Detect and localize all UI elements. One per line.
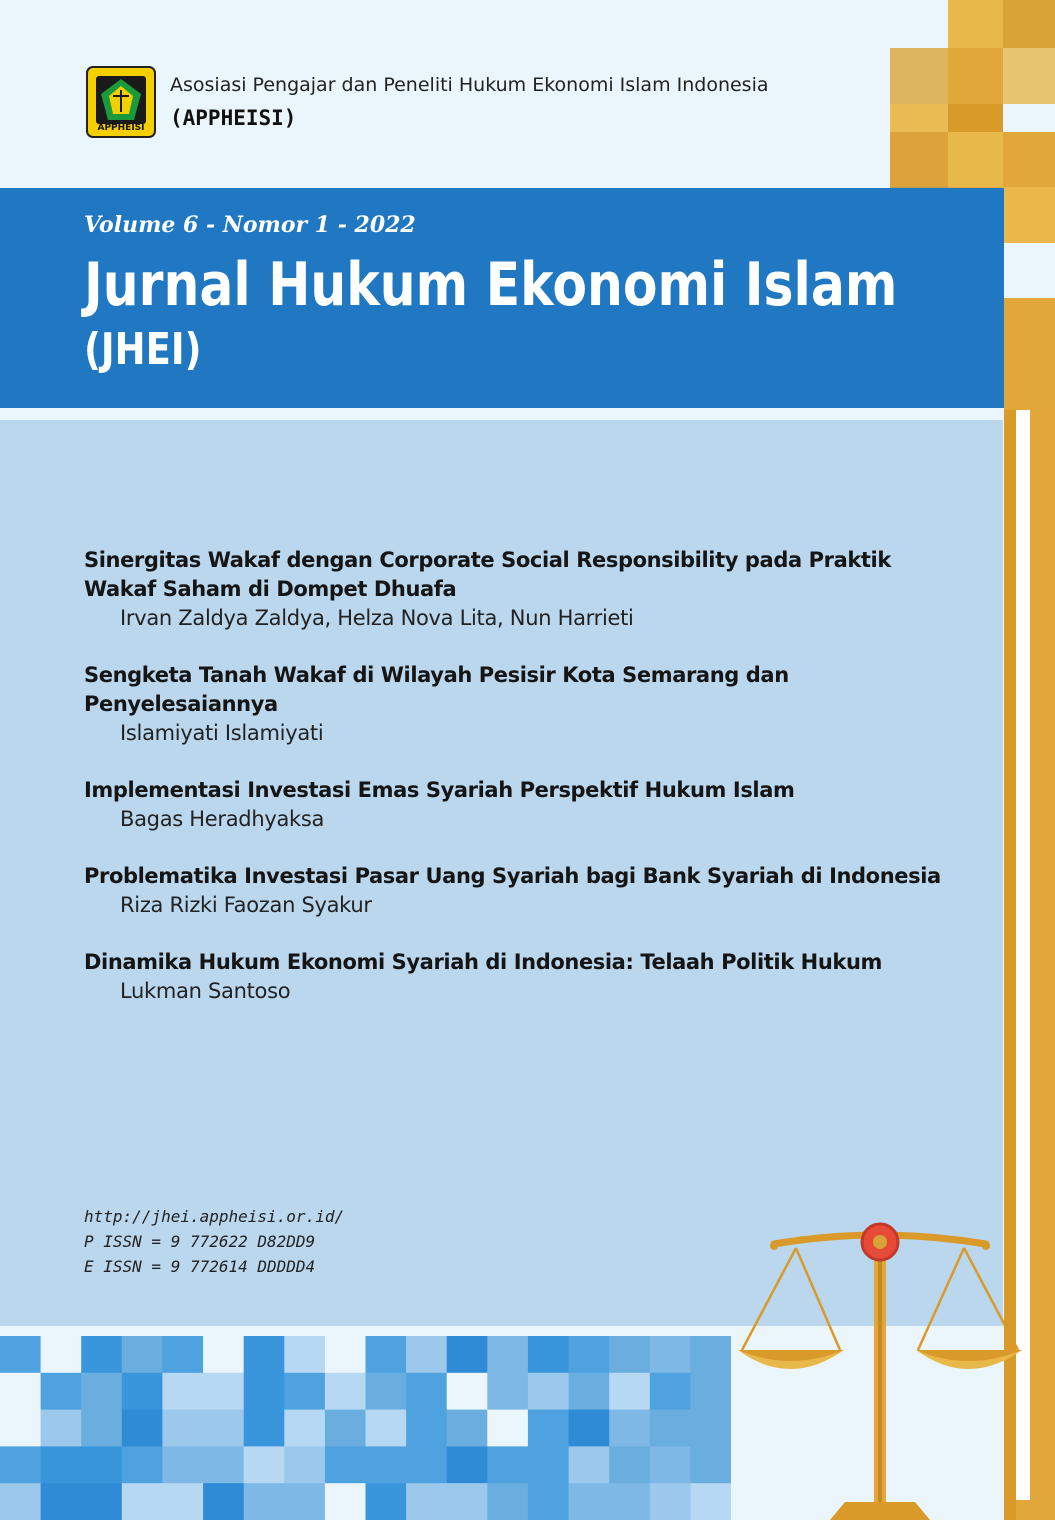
mosaic-cell (81, 1446, 122, 1483)
mosaic-cell (690, 1373, 731, 1410)
mosaic-cell (406, 1336, 447, 1373)
journal-url[interactable]: http://jhei.appheisi.or.id/ (84, 1207, 345, 1226)
article-authors: Bagas Heradhyaksa (120, 807, 325, 831)
mosaic-cell (487, 1410, 528, 1447)
mosaic-cell (0, 1336, 41, 1373)
journal-info (84, 1204, 344, 1279)
journal-title: Jurnal Hukum Ekonomi Islam (84, 250, 898, 320)
mosaic-cell (41, 1446, 82, 1483)
mosaic-cell (41, 1336, 82, 1373)
mosaic-cell (122, 1446, 163, 1483)
mosaic-cell (650, 1336, 691, 1373)
mosaic-cell (325, 1410, 366, 1447)
mosaic-cell (203, 1446, 244, 1483)
mosaic-cell (284, 1483, 325, 1520)
organization-name: Asosiasi Pengajar dan Peneliti Hukum Ekonomi Islam Indonesia (170, 74, 769, 96)
mosaic-cell (81, 1410, 122, 1447)
article-list (84, 546, 964, 1034)
mosaic-cell (244, 1446, 285, 1483)
article-entry (84, 661, 964, 748)
mosaic-cell (162, 1483, 203, 1520)
mosaic-cell (325, 1373, 366, 1410)
mosaic-cell (284, 1373, 325, 1410)
mosaic-cell (609, 1373, 650, 1410)
electronic-issn: E ISSN = 9 772614 DDDDD4 (84, 1257, 316, 1276)
mosaic-cell (81, 1373, 122, 1410)
mosaic-cell (162, 1373, 203, 1410)
mosaic-cell (487, 1483, 528, 1520)
mosaic-cell (528, 1446, 569, 1483)
mosaic-cell (122, 1336, 163, 1373)
mosaic-cell (284, 1410, 325, 1447)
mosaic-cell (406, 1483, 447, 1520)
mosaic-cell (203, 1410, 244, 1447)
mosaic-cell (406, 1446, 447, 1483)
mosaic-cell (122, 1483, 163, 1520)
mosaic-cell (569, 1410, 610, 1447)
journal-abbreviation: (JHEI) (84, 324, 202, 375)
mosaic-cell (244, 1336, 285, 1373)
mosaic-cell (569, 1446, 610, 1483)
mosaic-cell (325, 1336, 366, 1373)
mosaic-cell (0, 1446, 41, 1483)
mosaic-cell (609, 1410, 650, 1447)
mosaic-cell (650, 1373, 691, 1410)
article-entry (84, 948, 964, 1006)
mosaic-cell (609, 1336, 650, 1373)
mosaic-cell (447, 1483, 488, 1520)
mosaic-cell (366, 1410, 407, 1447)
mosaic-cell (528, 1336, 569, 1373)
mosaic-cell (487, 1336, 528, 1373)
article-title: Sengketa Tanah Wakaf di Wilayah Pesisir Kota Semarang dan Penyelesaiannya (84, 663, 789, 716)
mosaic-cell (366, 1446, 407, 1483)
mosaic-cell (569, 1373, 610, 1410)
mosaic-cell (366, 1336, 407, 1373)
mosaic-cell (487, 1446, 528, 1483)
mosaic-cell (244, 1373, 285, 1410)
blue-pixel-mosaic (0, 1336, 731, 1520)
mosaic-cell (406, 1410, 447, 1447)
mosaic-cell (447, 1446, 488, 1483)
article-authors: Islamiyati Islamiyati (120, 721, 324, 745)
article-title: Problematika Investasi Pasar Uang Syariah bagi Bank Syariah di Indonesia (84, 864, 941, 888)
mosaic-cell (690, 1410, 731, 1447)
organization-abbreviation: (APPHEISI) (170, 106, 297, 130)
article-entry (84, 862, 964, 920)
mosaic-cell (325, 1483, 366, 1520)
mosaic-cell (41, 1410, 82, 1447)
mosaic-cell (366, 1373, 407, 1410)
mosaic-cell (0, 1410, 41, 1447)
mosaic-cell (41, 1483, 82, 1520)
article-title: Dinamika Hukum Ekonomi Syariah di Indonesia: Telaah Politik Hukum (84, 950, 882, 974)
mosaic-cell (0, 1483, 41, 1520)
balance-scale-illustration (730, 1212, 1030, 1520)
mosaic-cell (81, 1483, 122, 1520)
mosaic-cell (528, 1483, 569, 1520)
article-title: Implementasi Investasi Emas Syariah Perspektif Hukum Islam (84, 778, 795, 802)
mosaic-cell (569, 1336, 610, 1373)
logo-text: APPHEISI (97, 123, 145, 133)
mosaic-cell (325, 1446, 366, 1483)
mosaic-cell (41, 1373, 82, 1410)
mosaic-cell (162, 1446, 203, 1483)
mosaic-cell (650, 1483, 691, 1520)
mosaic-cell (528, 1410, 569, 1447)
article-entry (84, 776, 964, 834)
mosaic-cell (122, 1410, 163, 1447)
mosaic-cell (244, 1410, 285, 1447)
mosaic-cell (162, 1336, 203, 1373)
mosaic-cell (650, 1446, 691, 1483)
mosaic-cell (609, 1446, 650, 1483)
mosaic-cell (203, 1336, 244, 1373)
mosaic-cell (447, 1373, 488, 1410)
mosaic-cell (0, 1373, 41, 1410)
mosaic-cell (650, 1410, 691, 1447)
mosaic-cell (203, 1483, 244, 1520)
mosaic-cell (284, 1446, 325, 1483)
mosaic-cell (366, 1483, 407, 1520)
mosaic-cell (203, 1373, 244, 1410)
article-entry (84, 546, 964, 633)
mosaic-cell (447, 1336, 488, 1373)
mosaic-cell (609, 1483, 650, 1520)
volume-issue-line: Volume 6 - Nomor 1 - 2022 (84, 212, 416, 238)
mosaic-cell (244, 1483, 285, 1520)
mosaic-cell (447, 1410, 488, 1447)
mosaic-cell (690, 1336, 731, 1373)
article-title: Sinergitas Wakaf dengan Corporate Social Responsibility pada Praktik Wakaf Saham di Dompet Dhuafa (84, 548, 891, 601)
mosaic-cell (569, 1483, 610, 1520)
mosaic-cell (487, 1373, 528, 1410)
article-authors: Lukman Santoso (120, 979, 291, 1003)
mosaic-cell (406, 1373, 447, 1410)
print-issn: P ISSN = 9 772622 D82DD9 (84, 1232, 316, 1251)
mosaic-cell (690, 1483, 731, 1520)
mosaic-cell (528, 1373, 569, 1410)
mosaic-cell (122, 1373, 163, 1410)
mosaic-cell (162, 1410, 203, 1447)
mosaic-cell (284, 1336, 325, 1373)
article-authors: Irvan Zaldya Zaldya, Helza Nova Lita, Nun Harrieti (120, 606, 634, 630)
article-authors: Riza Rizki Faozan Syakur (120, 893, 372, 917)
mosaic-cell (81, 1336, 122, 1373)
mosaic-cell (690, 1446, 731, 1483)
